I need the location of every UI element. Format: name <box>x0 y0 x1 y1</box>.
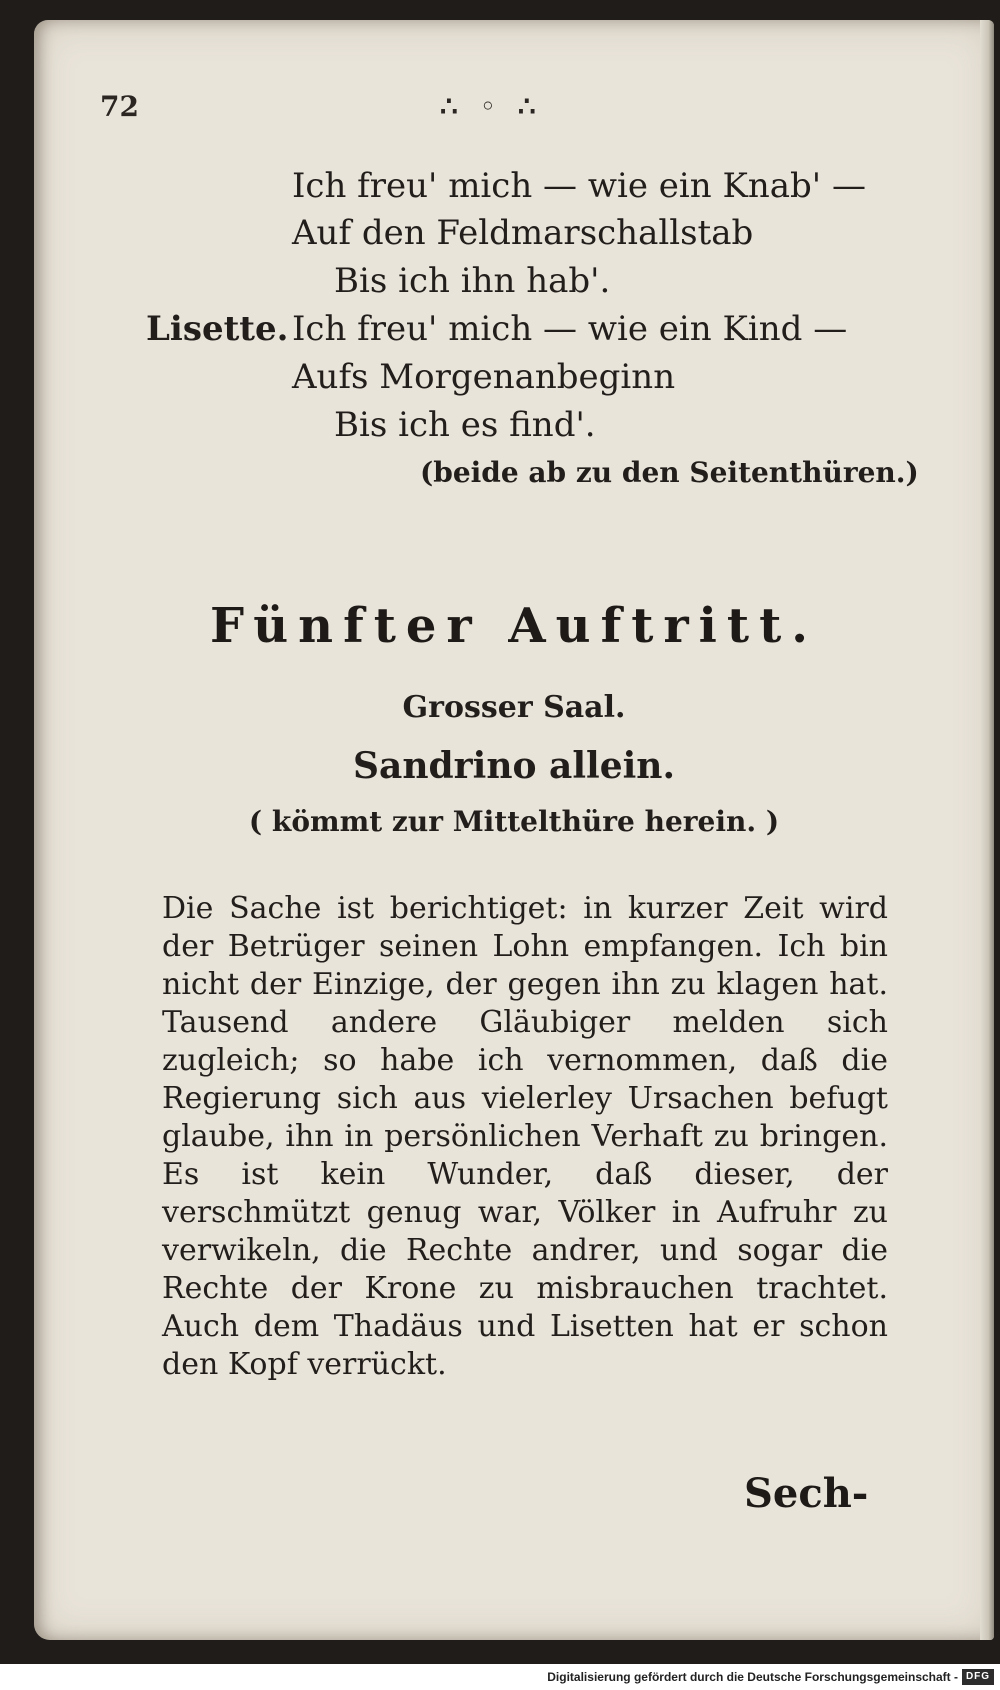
scene-character: Sandrino allein. <box>353 745 675 787</box>
verse-line-4: Ich freu' mich — wie ein Kind — <box>292 309 848 349</box>
page-header <box>100 90 860 130</box>
verse-line-2: Auf den Feldmarschallstab <box>292 213 754 253</box>
speaker-lisette: Lisette. <box>146 309 289 349</box>
verse-line-5: Aufs Morgenanbeginn <box>292 357 676 397</box>
dfg-logo-icon: DFG <box>962 1669 994 1685</box>
page-number: 72 <box>100 90 139 123</box>
catchword: Sech- <box>744 1470 869 1517</box>
monologue-block <box>162 890 888 1384</box>
stage-direction: (beide ab zu den Seitenthüren.) <box>420 456 919 489</box>
footer-credit: Digitalisierung gefördert durch die Deutsche Forschungsgemeinschaft - <box>547 1670 958 1684</box>
verse-line-3: Bis ich ihn hab'. <box>334 261 611 301</box>
verse-line-6: Bis ich es find'. <box>334 405 596 445</box>
header-ornament: ∴ ◦ ∴ <box>440 90 542 123</box>
verse-line-1: Ich freu' mich — wie ein Knab' — <box>292 166 866 206</box>
scene-location: Grosser Saal. <box>402 690 626 725</box>
entrance-direction: ( kömmt zur Mittelthüre herein. ) <box>248 805 780 838</box>
monologue-paragraph: Die Sache ist berichtiget: in kurzer Zeit wird der Betrüger seinen Lohn empfangen. Ich bin nicht der Einzige, der gegen ihn zu klagen hat. Tausend andere Gläubiger melden sich zugleich; so habe ich vernommen, daß die Regierung sich aus vielerley Ursachen befugt glaube, ihn in persönlichen Verhaft zu bringen. Es ist kein Wunder, daß dieser, der verschmützt genug war, Völker in Aufruhr zu verwikeln, die Rechte andrer, und sogar die Rechte der Krone zu misbrauchen trachtet. Auch dem Thadäus und Lisetten hat er schon den Kopf verrückt. <box>162 891 888 1382</box>
scene-title: Fünfter Auftritt. <box>210 598 818 654</box>
footer-bar <box>0 1666 1000 1690</box>
